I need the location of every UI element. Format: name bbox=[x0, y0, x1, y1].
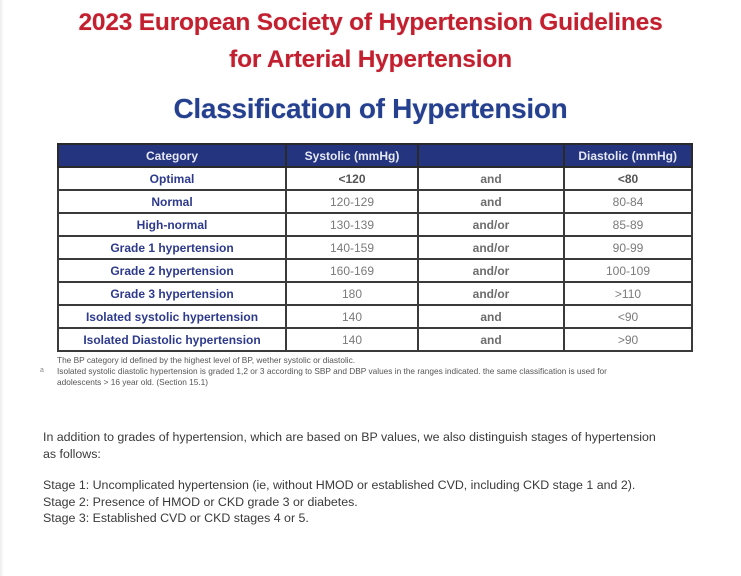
intro-line: as follows: bbox=[43, 447, 101, 461]
systolic-cell: 130-139 bbox=[286, 213, 418, 236]
diastolic-cell: 100-109 bbox=[564, 259, 692, 282]
table-row bbox=[58, 167, 692, 190]
column-header-systolic: Systolic (mmHg) bbox=[286, 144, 418, 167]
category-cell: High-normal bbox=[58, 213, 286, 236]
stage-item: Stage 3: Established CVD or CKD stages 4 or 5. bbox=[43, 511, 309, 525]
table-row bbox=[58, 213, 692, 236]
diastolic-cell: 90-99 bbox=[564, 236, 692, 259]
diastolic-cell: >110 bbox=[564, 282, 692, 305]
column-header-diastolic: Diastolic (mmHg) bbox=[564, 144, 692, 167]
intro-line: In addition to grades of hypertension, which are based on BP values, we also distinguish stages of hypertension bbox=[43, 430, 656, 444]
systolic-cell: 180 bbox=[286, 282, 418, 305]
table-row bbox=[58, 328, 692, 351]
page-title-line2: for Arterial Hypertension bbox=[229, 46, 512, 73]
systolic-cell: <120 bbox=[286, 167, 418, 190]
footnote-marker: a bbox=[40, 367, 44, 374]
conjunction-cell: and bbox=[418, 167, 564, 190]
table-header-row bbox=[58, 144, 692, 167]
table-row bbox=[58, 236, 692, 259]
section-heading: Classification of Hypertension bbox=[173, 93, 568, 124]
conjunction-cell: and bbox=[418, 305, 564, 328]
systolic-cell: 140 bbox=[286, 328, 418, 351]
intro-paragraph bbox=[43, 429, 723, 463]
diastolic-cell: <90 bbox=[564, 305, 692, 328]
footnote-line: adolescents > 16 year old. (Section 15.1) bbox=[57, 377, 209, 387]
diastolic-cell: >90 bbox=[564, 328, 692, 351]
category-cell: Isolated systolic hypertension bbox=[58, 305, 286, 328]
diastolic-cell: 80-84 bbox=[564, 190, 692, 213]
page-edge-shadow bbox=[0, 0, 4, 576]
systolic-cell: 140-159 bbox=[286, 236, 418, 259]
category-cell: Grade 2 hypertension bbox=[58, 259, 286, 282]
column-header-category: Category bbox=[58, 144, 286, 167]
column-header-conjunction bbox=[418, 144, 564, 167]
table-row bbox=[58, 305, 692, 328]
footnote-line: Isolated systolic diastolic hypertension is graded 1,2 or 3 according to SBP and DBP values in the ranges indicated. the same classification is used for bbox=[57, 366, 607, 376]
page-title-line1: 2023 European Society of Hypertension Guidelines bbox=[78, 9, 663, 36]
category-cell: Isolated Diastolic hypertension bbox=[58, 328, 286, 351]
conjunction-cell: and/or bbox=[418, 213, 564, 236]
diastolic-cell: <80 bbox=[564, 167, 692, 190]
stages-list bbox=[43, 477, 723, 527]
table-row bbox=[58, 190, 692, 213]
conjunction-cell: and/or bbox=[418, 259, 564, 282]
conjunction-cell: and bbox=[418, 328, 564, 351]
table-footnotes bbox=[57, 355, 717, 388]
stage-item: Stage 1: Uncomplicated hypertension (ie, without HMOD or established CVD, including CKD stage 1 and 2). bbox=[43, 478, 636, 492]
systolic-cell: 160-169 bbox=[286, 259, 418, 282]
conjunction-cell: and bbox=[418, 190, 564, 213]
diastolic-cell: 85-89 bbox=[564, 213, 692, 236]
table-row bbox=[58, 282, 692, 305]
stage-item: Stage 2: Presence of HMOD or CKD grade 3 or diabetes. bbox=[43, 494, 358, 509]
systolic-cell: 140 bbox=[286, 305, 418, 328]
systolic-cell: 120-129 bbox=[286, 190, 418, 213]
classification-table bbox=[57, 143, 693, 352]
footnote-line: The BP category id defined by the highest level of BP, wether systolic or diastolic. bbox=[57, 355, 356, 365]
category-cell: Grade 1 hypertension bbox=[58, 236, 286, 259]
category-cell: Normal bbox=[58, 190, 286, 213]
category-cell: Grade 3 hypertension bbox=[58, 282, 286, 305]
category-cell: Optimal bbox=[58, 167, 286, 190]
table-row bbox=[58, 259, 692, 282]
conjunction-cell: and/or bbox=[418, 236, 564, 259]
conjunction-cell: and/or bbox=[418, 282, 564, 305]
